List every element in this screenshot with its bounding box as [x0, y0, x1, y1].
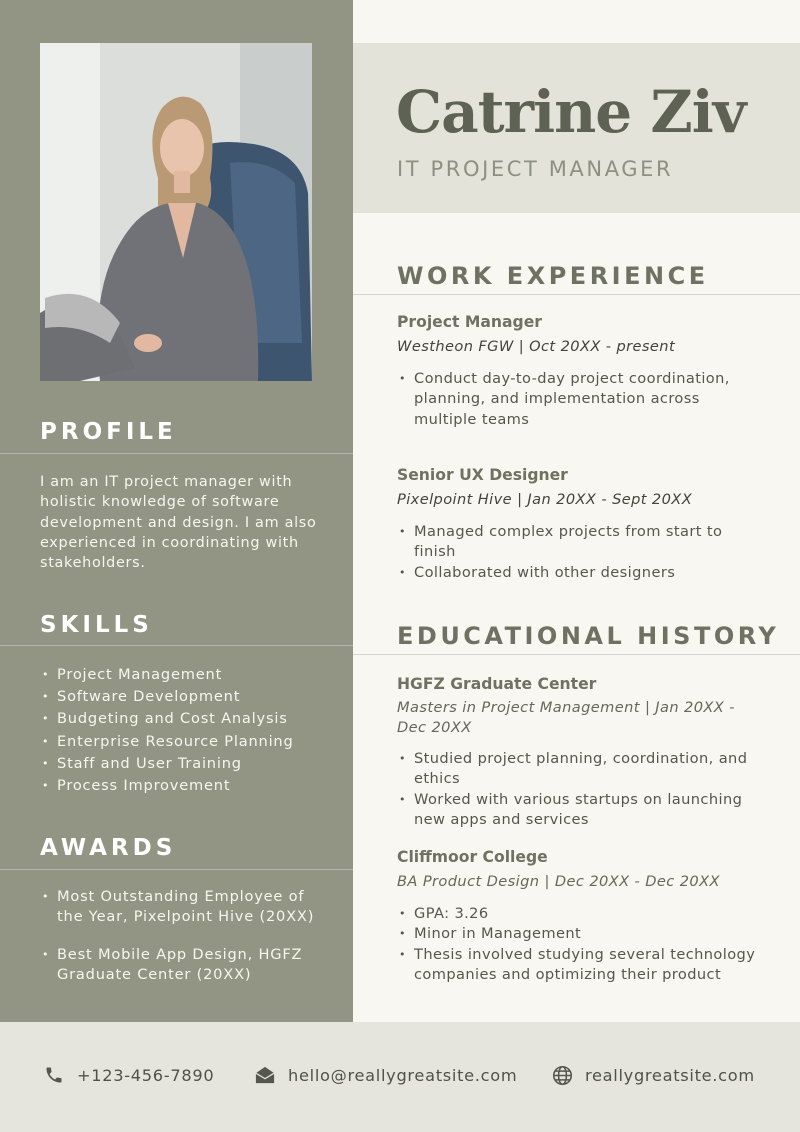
awards-list	[40, 887, 330, 1002]
job-title-1: Project Manager	[397, 313, 542, 331]
skills-heading: SKILLS	[40, 612, 153, 638]
list-item: • Studied project planning, coordination, and ethics	[397, 749, 762, 790]
list-item: • Worked with various startups on launching new apps and services	[397, 790, 762, 831]
list-item: • GPA: 3.26	[397, 904, 767, 924]
list-item: • Minor in Management	[397, 924, 767, 944]
candidate-name: Catrine Ziv	[396, 78, 746, 146]
awards-heading: AWARDS	[40, 835, 177, 861]
skills-list	[40, 664, 330, 797]
job-subtitle-1: Westheon FGW | Oct 20XX - present	[397, 338, 676, 355]
contact-phone	[43, 1062, 214, 1088]
portrait-image	[40, 43, 312, 381]
profile-text: I am an IT project manager with holistic knowledge of software development and design. I am also experienced in coordinating with stakeholders.	[40, 474, 317, 572]
school-name-2: Cliffmoor College	[397, 848, 548, 866]
list-item: • Enterprise Resource Planning	[40, 731, 330, 753]
education-heading: EDUCATIONAL HISTORY	[397, 622, 780, 650]
profile-divider	[0, 453, 353, 454]
job-bullets-1	[397, 369, 767, 430]
school-subtitle-1: Masters in Project Management | Jan 20XX - Dec 20XX	[397, 699, 735, 737]
phone-icon	[43, 1064, 65, 1086]
school-bullets-1	[397, 749, 762, 830]
job-title: IT PROJECT MANAGER	[397, 157, 674, 181]
phone-number: +123-456-7890	[77, 1065, 215, 1085]
email-address[interactable]: hello@reallygreatsite.com	[288, 1065, 518, 1085]
job-bullets-2	[397, 522, 767, 583]
list-item: • Budgeting and Cost Analysis	[40, 708, 330, 730]
website-url[interactable]: reallygreatsite.com	[585, 1065, 755, 1085]
list-item: • Best Mobile App Design, HGFZ Graduate Center (20XX)	[40, 945, 330, 986]
school-subtitle-2: BA Product Design | Dec 20XX - Dec 20XX	[397, 873, 720, 890]
education-divider	[353, 654, 800, 655]
list-item: • Conduct day-to-day project coordination, planning, and implementation across multiple teams	[397, 369, 767, 430]
globe-icon	[551, 1064, 573, 1086]
list-item: • Thesis involved studying several technology companies and optimizing their product	[397, 945, 767, 986]
work-divider	[353, 294, 800, 295]
list-item: • Process Improvement	[40, 775, 330, 797]
school-bullets-2	[397, 904, 767, 985]
list-item: • Project Management	[40, 664, 330, 686]
school-name-1: HGFZ Graduate Center	[397, 675, 597, 693]
contact-email	[254, 1062, 517, 1088]
profile-heading: PROFILE	[40, 419, 177, 445]
list-item: • Managed complex projects from start to finish	[397, 522, 767, 563]
profile-photo	[40, 43, 312, 381]
list-item: • Software Development	[40, 686, 330, 708]
job-title-2: Senior UX Designer	[397, 466, 568, 484]
envelope-icon	[254, 1064, 276, 1086]
work-experience-heading: WORK EXPERIENCE	[397, 262, 709, 290]
job-subtitle-2: Pixelpoint Hive | Jan 20XX - Sept 20XX	[397, 491, 693, 508]
list-item: • Most Outstanding Employee of the Year, Pixelpoint Hive (20XX)	[40, 887, 330, 928]
list-item: • Collaborated with other designers	[397, 563, 767, 583]
list-item: • Staff and User Training	[40, 753, 330, 775]
awards-divider	[0, 869, 353, 870]
contact-website	[551, 1062, 755, 1088]
skills-divider	[0, 645, 353, 646]
